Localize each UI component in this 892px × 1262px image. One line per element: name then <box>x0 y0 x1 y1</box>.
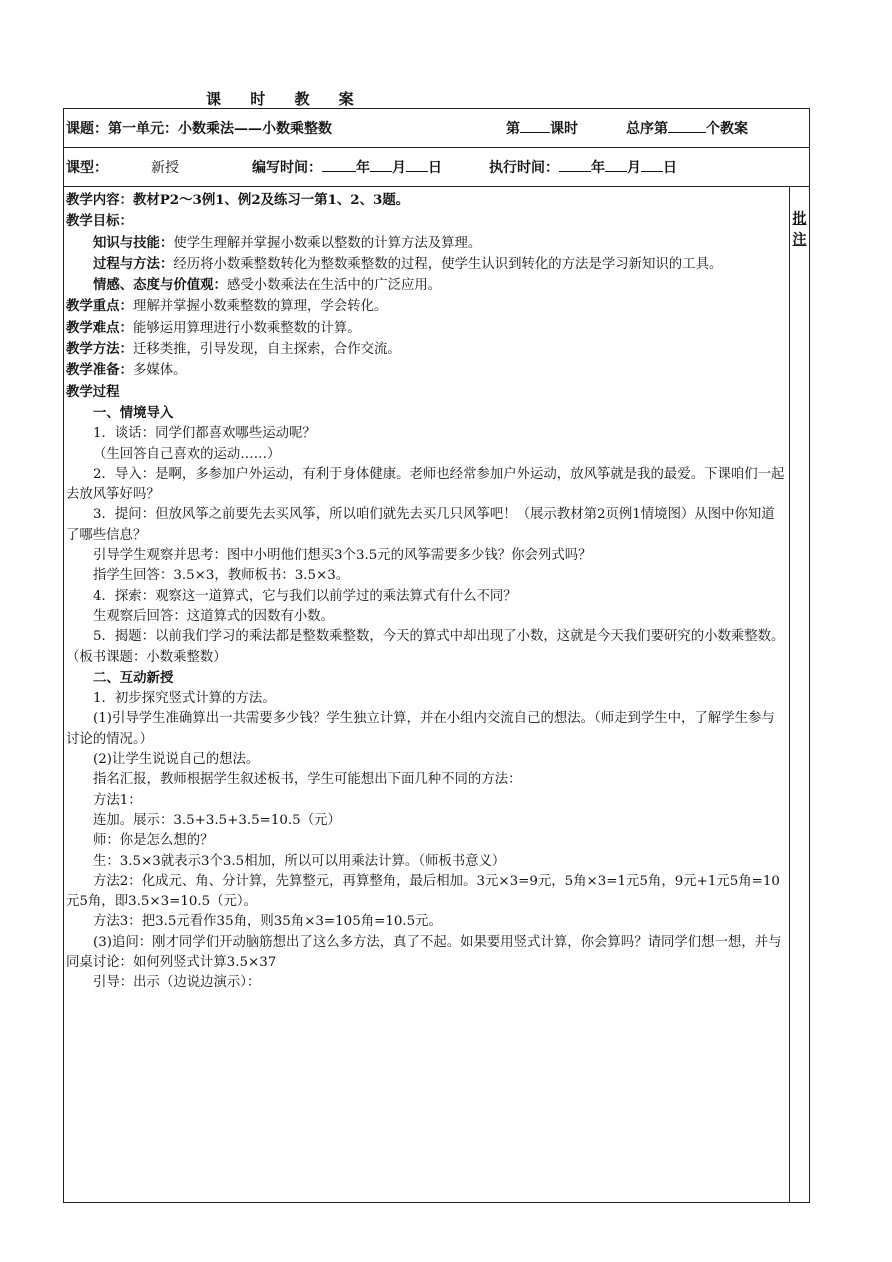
annotation-column <box>790 187 810 1203</box>
exec-time-field <box>489 157 677 177</box>
topic-row <box>64 109 810 148</box>
lesson-number-prefix: 第 <box>506 121 520 137</box>
content-line <box>66 668 787 689</box>
content-line <box>66 852 787 872</box>
content-line <box>66 505 787 546</box>
write-time-field <box>252 157 442 177</box>
content-line <box>66 360 787 381</box>
write-day-blank[interactable] <box>406 157 428 172</box>
content-line-heading: 教学目标： <box>66 213 133 230</box>
content-line-text: 多媒体。 <box>132 363 187 379</box>
content-line-heading: 教学准备： <box>66 362 133 379</box>
exec-day-blank[interactable] <box>641 157 663 172</box>
content-line <box>66 465 787 506</box>
content-line <box>66 912 787 932</box>
content-line <box>66 587 787 607</box>
content-line-text: 连加。展示：3.5+3.5+3.5=10.5（元） <box>93 812 341 828</box>
lesson-number-suffix: 课时 <box>550 121 578 137</box>
content-line <box>66 973 787 993</box>
content-line <box>66 233 787 254</box>
content-line-heading: 知识与技能： <box>93 234 174 251</box>
lesson-number-field <box>506 118 578 138</box>
lesson-type-label: 课型： <box>66 160 108 176</box>
content-line-text: 生观察后回答：这道算式的因数有小数。 <box>93 608 335 624</box>
content-line <box>66 339 787 360</box>
content-line <box>66 750 787 770</box>
lesson-content <box>64 187 789 994</box>
exec-year-blank[interactable] <box>559 157 591 172</box>
content-line-text: 理解并掌握小数乘整数的算理，学会转化。 <box>132 299 388 315</box>
write-month-label: 月 <box>392 160 406 176</box>
content-line-text: 2．导入：是啊，多参加户外运动，有利于身体健康。老师也经常参加户外运动，放风筝就是我的最爱。下课咱们一起去放风筝好吗？ <box>66 466 785 503</box>
exec-month-blank[interactable] <box>605 157 627 172</box>
content-line <box>66 445 787 465</box>
content-line <box>66 627 787 668</box>
content-line <box>66 566 787 586</box>
content-line <box>66 811 787 831</box>
content-line <box>66 403 787 424</box>
content-line <box>66 211 787 232</box>
content-line-heading: 过程与方法： <box>93 255 174 272</box>
content-line-heading: 教学过程 <box>66 383 120 400</box>
write-month-blank[interactable] <box>370 157 392 172</box>
content-line-heading: 二、互动新授 <box>93 669 174 686</box>
content-line-text: 方法2：化成元、角、分计算，先算整元，再算整角，最后相加。3元×3=9元，5角×3=1元5角，9元+1元5角=10元5角，即3.5×3=10.5（元）。 <box>66 873 780 910</box>
annotation-label: 批注 <box>792 211 807 248</box>
content-line-text: 方法1： <box>93 792 142 808</box>
exec-month-label: 月 <box>627 160 641 176</box>
sequence-number-field <box>626 118 748 138</box>
content-line <box>66 382 787 403</box>
content-line-text: 生：3.5×3就表示3个3.5相加，所以可以用乘法计算。（师板书意义） <box>93 853 506 869</box>
content-line-heading: 教学重点： <box>66 298 133 315</box>
lesson-plan-table <box>63 108 810 1203</box>
content-line-text: 指学生回答：3.5×3，教师板书：3.5×3。 <box>93 568 350 584</box>
content-line-text: 3．提问：但放风筝之前要先去买风筝，所以咱们就先去买几只风筝吧！（展示教材第2页例1情境图）从图中你知道了哪些信息？ <box>66 507 775 543</box>
topic-label: 课题：第一单元：小数乘法——小数乘整数 <box>66 121 332 137</box>
content-line-text: 引导学生观察并思考：图中小明他们想买3个3.5元的风筝需要多少钱？你会列式吗？ <box>93 548 592 564</box>
content-line <box>66 296 787 317</box>
content-line <box>66 831 787 851</box>
sequence-suffix: 个教案 <box>706 121 748 137</box>
content-line-text: 1．初步探究竖式计算的方法。 <box>93 691 276 707</box>
content-line-text: (1)引导学生准确算出一共需要多少钱？学生独立计算，并在小组内交流自己的想法。（师走到学生中，了解学生参与讨论的情况。） <box>66 711 775 747</box>
content-line-heading: 教学难点： <box>66 319 133 336</box>
write-year-blank[interactable] <box>322 157 356 172</box>
content-line-text: 师：你是怎么想的？ <box>93 833 214 849</box>
content-line-text: （生回答自己喜欢的运动……） <box>93 446 281 462</box>
content-line-text: 感受小数乘法在生活中的广泛应用。 <box>226 278 442 294</box>
content-line-text: 4．探索：观察这一道算式，它与我们以前学过的乘法算式有什么不同？ <box>93 588 517 604</box>
content-line-text: 引导：出示（边说边演示）： <box>93 975 261 991</box>
content-line-text: 指名汇报，教师根据学生叙述板书，学生可能想出下面几种不同的方法： <box>93 772 522 788</box>
document-title: 课 时 教 案 <box>206 90 366 108</box>
content-line-heading: 教学内容：教材P2～3例1、例2及练习一第1、2、3题。 <box>66 192 410 208</box>
content-line <box>66 254 787 275</box>
content-line-heading: 一、情境导入 <box>93 404 174 421</box>
content-line-text: 5．揭题：以前我们学习的乘法都是整数乘整数，今天的算式中却出现了小数，这就是今天我们要研究的小数乘整数。（板书课题：小数乘整数） <box>66 629 785 665</box>
content-line-text: 经历将小数乘整数转化为整数乘整数的过程，使学生认识到转化的方法是学习新知识的工具。 <box>173 256 723 272</box>
lesson-content-cell <box>64 187 790 1203</box>
content-line-heading: 教学方法： <box>66 341 133 358</box>
content-line <box>66 872 787 913</box>
exec-time-label: 执行时间： <box>489 160 559 176</box>
content-line <box>66 424 787 444</box>
content-line <box>66 546 787 566</box>
type-row <box>64 148 810 187</box>
sequence-prefix: 总序第 <box>626 121 668 137</box>
exec-day-label: 日 <box>663 160 677 176</box>
content-line-text: 使学生理解并掌握小数乘以整数的计算方法及算理。 <box>173 235 482 251</box>
content-line <box>66 791 787 811</box>
lesson-number-blank[interactable] <box>520 118 550 133</box>
content-line <box>66 689 787 709</box>
content-line <box>66 318 787 339</box>
content-line-text: 能够运用算理进行小数乘整数的计算。 <box>132 320 361 336</box>
content-line <box>66 275 787 296</box>
content-line-heading: 情感、态度与价值观： <box>93 277 227 294</box>
content-line <box>66 190 787 211</box>
lesson-type-value: 新授 <box>151 160 179 176</box>
exec-year-label: 年 <box>591 160 605 176</box>
content-line <box>66 607 787 627</box>
content-line-text: (3)追问：刚才同学们开动脑筋想出了这么多方法，真了不起。如果要用竖式计算，你会算吗？请同学们想一想，并与同桌讨论：如何列竖式计算3.5×37 <box>66 934 782 970</box>
write-day-label: 日 <box>428 160 442 176</box>
content-line <box>66 933 787 974</box>
content-line-text: (2)让学生说说自己的想法。 <box>93 752 260 768</box>
write-year-label: 年 <box>356 160 370 176</box>
content-line-text: 迁移类推，引导发现，自主探索，合作交流。 <box>132 342 401 358</box>
write-time-label: 编写时间： <box>252 160 322 176</box>
content-line <box>66 770 787 790</box>
content-line-text: 1．谈话：同学们都喜欢哪些运动呢？ <box>93 426 316 442</box>
content-line <box>66 709 787 750</box>
content-line-text: 方法3：把3.5元看作35角，则35角×3=105角=10.5元。 <box>93 914 442 930</box>
sequence-blank[interactable] <box>668 118 706 133</box>
